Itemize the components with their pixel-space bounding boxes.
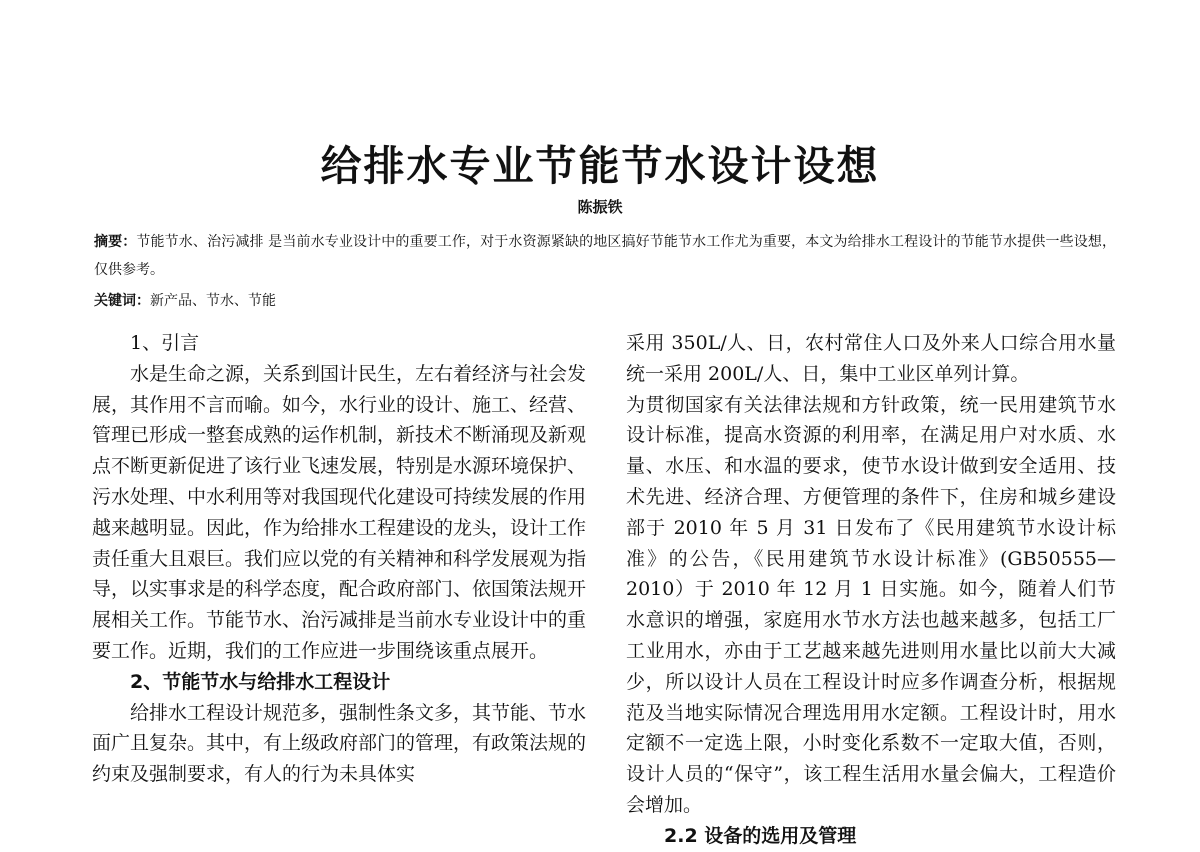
right-column — [626, 328, 1116, 852]
paper-title: 给排水专业节能节水设计设想 — [320, 142, 880, 190]
subsection-2-2-heading: 2.2 设备的选用及管理 — [664, 824, 857, 847]
keywords-label: 关键词： — [94, 293, 150, 309]
section-1-heading: 1、引言 — [130, 332, 200, 354]
section-2-paragraph: 给排水工程设计规范多，强制性条文多，其节能、节水面广且复杂。其中，有上级政府部门的管理，有政策法规的约束及强制要求，有人的行为未具体实 — [92, 701, 587, 786]
right-paragraph-1: 采用 350L/人、日，农村常住人口及外来人口综合用水量统一采用 200L/人、日，集中工业区单列计算。 — [626, 332, 1116, 385]
left-column — [92, 328, 586, 790]
paper-author: 陈振铁 — [577, 198, 623, 216]
abstract — [94, 228, 1116, 284]
abstract-text: 节能节水、治污减排 是当前水专业设计中的重要工作，对于水资源紧缺的地区搞好节能节水工作尤为重要，本文为给排水工程设计的节能节水提供一些设想，仅供参考。 — [94, 234, 1117, 278]
keywords-text: 新产品、节水、节能 — [150, 293, 276, 309]
section-1-paragraph: 水是生命之源，关系到国计民生，左右着经济与社会发展，其作用不言而喻。如今，水行业的设计、施工、经营、管理已形成一整套成熟的运作机制，新技术不断涌现及新观点不断更新促进了该行业飞速发展，特别是水源环境保护、污水处理、中水利用等对我国现代化建设可持续发展的作用越来越明显。因此，作为给排水工程建设的龙头，设计工作责任重大且艰巨。我们应以党的有关精神和科学发展观为指导，以实事求是的科学态度，配合政府部门、依国策法规开展相关工作。节能节水、治污减排是当前水专业设计中的重要工作。近期，我们的工作应进一步围绕该重点展开。 — [92, 362, 587, 662]
keywords — [94, 288, 1116, 314]
right-paragraph-2: 为贯彻国家有关法律法规和方针政策，统一民用建筑节水设计标准，提高水资源的利用率，在满足用户对水质、水量、水压、和水温的要求，使节水设计做到安全适用、技术先进、经济合理、方便管理的条件下，住房和城乡建设部于 2010 年 5 月 31 日发布了《民用建筑节水设计标准》的公告，《民用建筑节水设计标准》(GB50555—2010）于 2010 年 12 月 1 日实施。如今，随着人们节水意识的增强，家庭用水节水方法也越来越多，包括工厂工业用水，亦由于工艺越来越先进则用水量比以前大大减少，所以设计人员在工程设计时应多作调查分析，根据规范及当地实际情况合理选用用水定额。工程设计时，用水定额不一定选上限，小时变化系数不一定取大值，否则，设计人员的“保守”，该工程生活用水量会偏大，工程造价会增加。 — [626, 393, 1116, 816]
section-2-heading: 2、节能节水与给排水工程设计 — [130, 670, 391, 693]
abstract-label: 摘要： — [94, 234, 137, 250]
